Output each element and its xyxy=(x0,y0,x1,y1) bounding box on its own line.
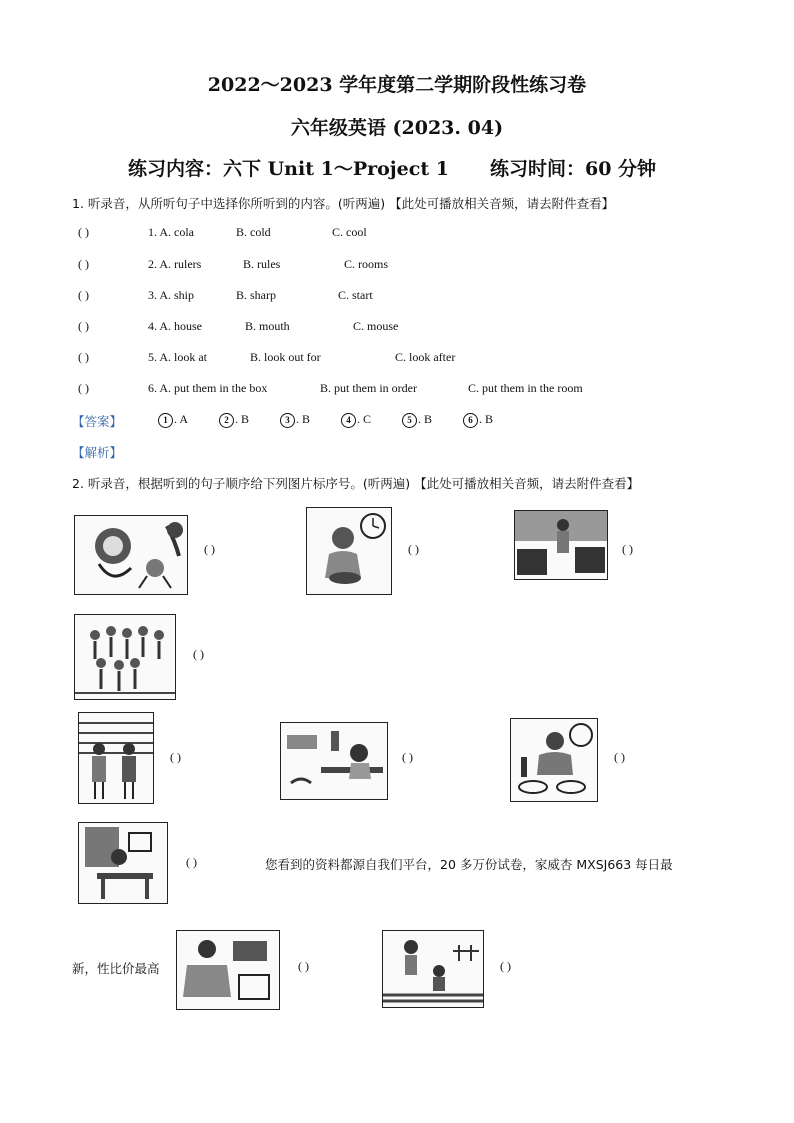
circled-number: 1 xyxy=(158,413,173,428)
platform-notice-cont: 新，性比价最高 xyxy=(72,961,160,976)
q1-instruction: 1. 听录音，从所听句子中选择你所听到的内容。(听两遍) 【此处可播放相关音频，请去附件查看】 xyxy=(72,196,615,211)
answer-value: . A xyxy=(174,412,189,426)
answer-paren[interactable]: ( ) xyxy=(78,288,89,302)
option-b: B. sharp xyxy=(236,288,276,302)
q2-instruction: 2. 听录音，根据听到的句子顺序给下列图片标序号。(听两遍) 【此处可播放相关音频，请去附件查看】 xyxy=(72,476,640,491)
picture-boy-window xyxy=(78,822,168,904)
answer-paren[interactable]: ( ) xyxy=(186,855,197,869)
answer-6 xyxy=(463,412,493,428)
picture-man-eating xyxy=(510,718,598,802)
picture-lion-monkey xyxy=(74,515,188,595)
answer-paren[interactable]: ( ) xyxy=(78,225,89,239)
option-a: 3. A. ship xyxy=(148,288,195,302)
picture-boy-clock xyxy=(306,507,392,595)
option-c: C. rooms xyxy=(344,257,389,271)
option-c: C. look after xyxy=(395,350,456,364)
answer-paren[interactable]: ( ) xyxy=(170,750,181,764)
answer-paren[interactable]: ( ) xyxy=(78,381,89,395)
picture-girl-items xyxy=(176,930,280,1010)
content-label: 练习内容：六下 Unit 1～Project 1 xyxy=(128,158,449,180)
picture-boy-cars xyxy=(514,510,608,580)
answer-4 xyxy=(341,412,371,428)
answer-paren[interactable]: ( ) xyxy=(622,542,633,556)
answer-label: 【答案】 xyxy=(72,414,123,429)
option-a: 2. A. rulers xyxy=(148,257,202,271)
answer-value: . B xyxy=(479,412,494,426)
circled-number: 5 xyxy=(402,413,417,428)
answer-paren[interactable]: ( ) xyxy=(500,959,511,973)
option-a: 5. A. look at xyxy=(148,350,207,364)
answer-3 xyxy=(280,412,310,428)
answer-paren[interactable]: ( ) xyxy=(193,647,204,661)
option-a: 4. A. house xyxy=(148,319,202,333)
option-c: C. start xyxy=(338,288,373,302)
option-c: C. mouse xyxy=(353,319,399,333)
option-a: 1. A. cola xyxy=(148,225,194,239)
analysis-label: 【解析】 xyxy=(72,445,123,460)
option-a: 6. A. put them in the box xyxy=(148,381,268,395)
circled-number: 2 xyxy=(219,413,234,428)
answer-5 xyxy=(402,412,432,428)
answer-2 xyxy=(219,412,249,428)
answer-paren[interactable]: ( ) xyxy=(204,542,215,556)
answer-value: . C xyxy=(357,412,372,426)
time-label: 练习时间：60 分钟 xyxy=(490,158,657,180)
title-line1: 2022～2023 学年度第二学期阶段性练习卷 xyxy=(207,74,587,96)
picture-messy-desk xyxy=(280,722,388,800)
option-c: C. put them in the room xyxy=(468,381,583,395)
answer-value: . B xyxy=(296,412,311,426)
picture-group-kids xyxy=(74,614,176,700)
answer-paren[interactable]: ( ) xyxy=(78,257,89,271)
circled-number: 6 xyxy=(463,413,478,428)
answer-value: . B xyxy=(235,412,250,426)
answer-1 xyxy=(158,412,188,428)
circled-number: 3 xyxy=(280,413,295,428)
answer-paren[interactable]: ( ) xyxy=(402,750,413,764)
answer-paren[interactable]: ( ) xyxy=(78,319,89,333)
title-line2: 六年级英语 (2023. 04) xyxy=(290,117,504,139)
answer-paren[interactable]: ( ) xyxy=(78,350,89,364)
option-b: B. mouth xyxy=(245,319,290,333)
answer-paren[interactable]: ( ) xyxy=(298,959,309,973)
picture-stairs xyxy=(78,712,154,804)
platform-notice: 您看到的资料都源自我们平台，20 多万份试卷，家威杏 MXSJ663 每日最 xyxy=(265,857,673,872)
option-b: B. put them in order xyxy=(320,381,417,395)
answer-paren[interactable]: ( ) xyxy=(408,542,419,556)
picture-crosswalk xyxy=(382,930,484,1008)
circled-number: 4 xyxy=(341,413,356,428)
option-c: C. cool xyxy=(332,225,367,239)
option-b: B. look out for xyxy=(250,350,321,364)
option-b: B. cold xyxy=(236,225,271,239)
answer-paren[interactable]: ( ) xyxy=(614,750,625,764)
option-b: B. rules xyxy=(243,257,281,271)
answer-value: . B xyxy=(418,412,433,426)
